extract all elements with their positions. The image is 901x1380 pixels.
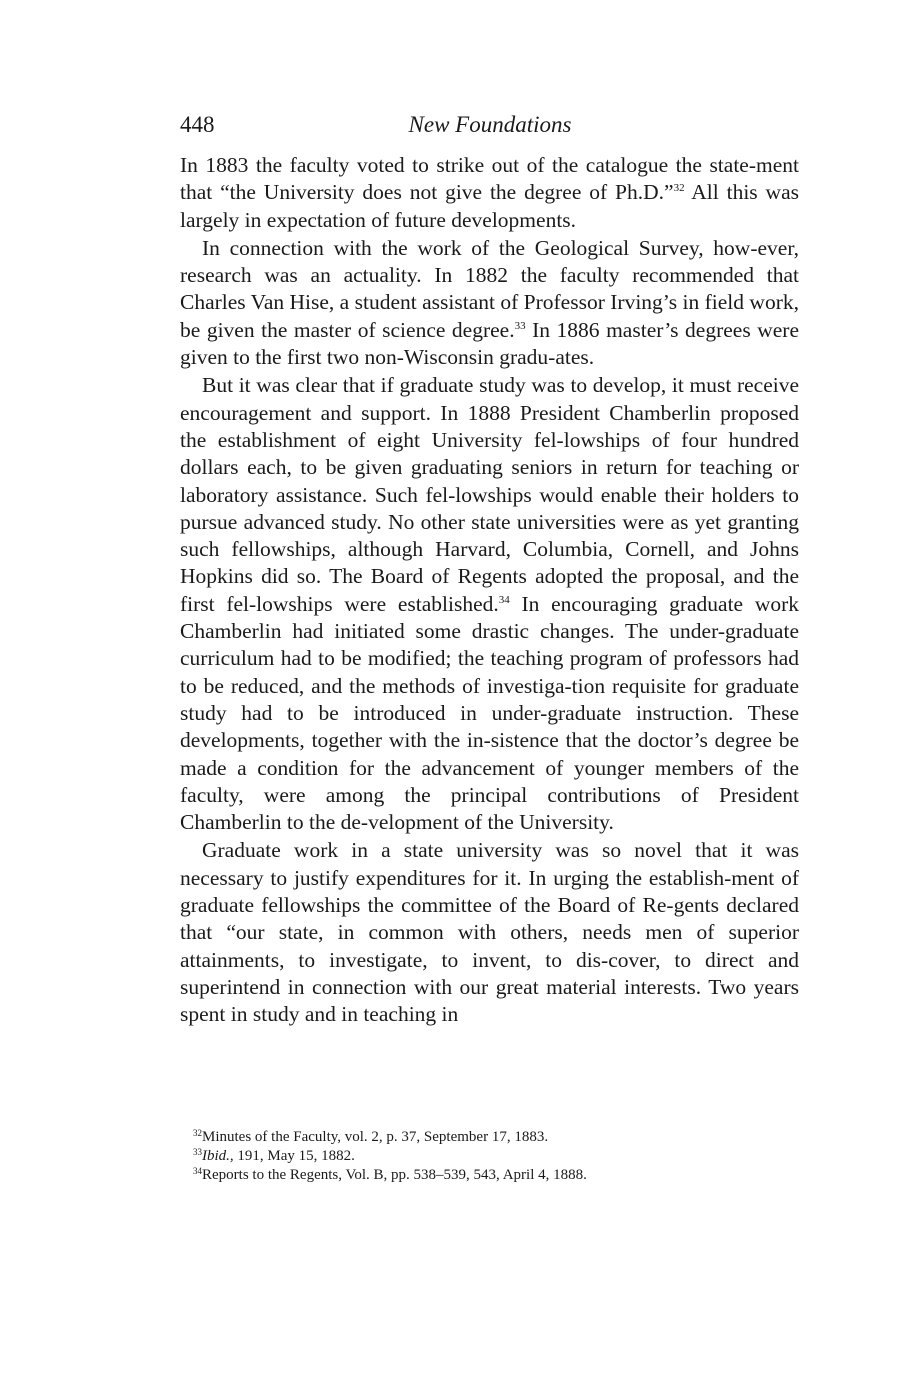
page-header <box>180 112 800 144</box>
footnote-reference: 34 <box>498 593 510 606</box>
footnote <box>193 1128 793 1147</box>
running-title: New Foundations <box>408 112 572 137</box>
footnote-marker: 32 <box>193 1128 202 1138</box>
paragraph-text: All this was largely in expectation of future developments. <box>180 180 799 232</box>
footnotes <box>193 1128 793 1185</box>
footnote-text: Reports to the Regents, Vol. B, pp. 538–539, 543, April 4, 1888. <box>202 1167 587 1183</box>
paragraph <box>180 152 799 234</box>
body-text <box>180 152 799 1029</box>
footnote-italic-text: Ibid., <box>202 1148 234 1164</box>
paragraph-text: In encouraging graduate work Chamberlin had initiated some drastic changes. The under-graduate curriculum had to be modified; the teaching program of professors had to be reduced, and the methods of investiga-tion requisite for graduate study had to be introduced in under-graduate instruction. These developments, together with the in-sistence that the doctor’s degree be made a condition for the advancement of younger members of the faculty, were among the principal contributions of President Chamberlin to the de-velopment of the University. <box>180 591 800 835</box>
footnote-reference: 32 <box>673 182 685 195</box>
footnote-text: 191, May 15, 1882. <box>233 1148 355 1164</box>
footnote <box>193 1166 793 1185</box>
footnote-marker: 33 <box>193 1147 202 1157</box>
page-number: 448 <box>180 112 215 137</box>
footnote <box>193 1147 793 1166</box>
paragraph-text: In 1886 master’s degrees were given to the first two non-Wisconsin gradu-ates. <box>180 317 799 370</box>
paragraph-text: But it was clear that if graduate study was to develop, it must receive encouragement and support. In 1888 President Chamberlin proposed the establishment of eight University fel-lowships of four hundred dollars each, to be given graduating seniors in return for teaching or laboratory assistance. Such fel-lowships would enable their holders to pursue advanced study. No other state universities were as yet granting such fellowships, although Harvard, Columbia, Cornell, and Johns Hopkins did so. The Board of Regents adopted the proposal, and the first fel-lowships were established. <box>180 373 799 616</box>
footnote-marker: 34 <box>193 1166 202 1176</box>
footnote-text: Minutes of the Faculty, vol. 2, p. 37, September 17, 1883. <box>202 1129 549 1145</box>
paragraph-text: In connection with the work of the Geological Survey, how-ever, research was an actuality. In 1882 the faculty recommended that Charles Van Hise, a student assistant of Professor Irving’s in field work, be given the master of science degree. <box>180 235 799 342</box>
paragraph <box>180 372 799 836</box>
paragraph-text: In 1883 the faculty voted to strike out of the catalogue the state-ment that “the University does not give the degree of Ph.D.” <box>180 153 799 205</box>
footnote-reference: 33 <box>514 319 526 332</box>
paragraph <box>180 235 799 371</box>
paragraph <box>180 837 799 1028</box>
paragraph-text: Graduate work in a state university was so novel that it was necessary to justify expenditures for it. In urging the establish-ment of graduate fellowships the committee of the Board of Re-gents declared that “our state, in common with others, needs men of superior attainments, to investigate, to invent, to dis-cover, to direct and superintend in connection with our great material interests. Two years spent in study and in teaching in <box>180 838 799 1027</box>
